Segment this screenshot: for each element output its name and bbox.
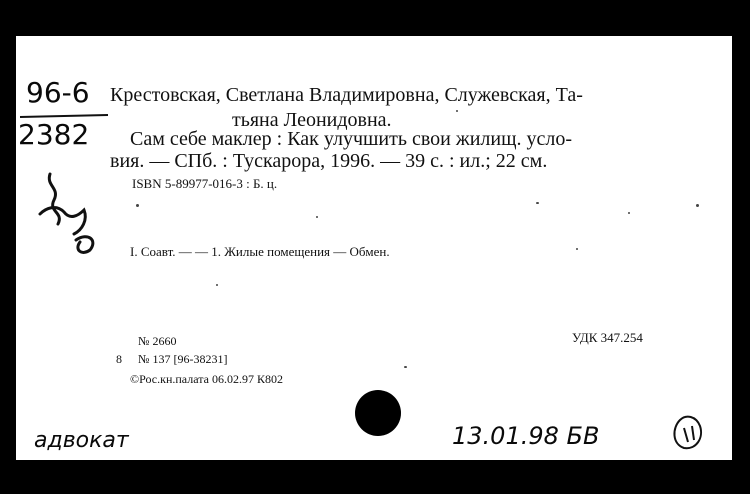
handwritten-note-left: адвокат	[34, 428, 129, 453]
subjects-line: I. Соавт. — — 1. Жилые помещения — Обмен.	[130, 244, 390, 259]
imprint-line: вия. — СПб. : Тускарора, 1996. — 39 с. : ил.; 22 см.	[110, 150, 548, 172]
card-number: № 2660	[138, 334, 177, 348]
handwritten-date: 13.01.98 БВ	[452, 422, 600, 450]
udk-code: УДК 347.254	[572, 330, 643, 345]
author-line-continued: тьяна Леонидовна.	[232, 109, 392, 131]
registration-number: № 137 [96-38231]	[138, 352, 228, 366]
scan-speck	[216, 284, 218, 286]
number-prefix: 8	[116, 352, 122, 366]
author-line: Крестовская, Светлана Владимировна, Служевская, Та-	[110, 84, 583, 106]
scan-speck	[136, 204, 139, 207]
scan-speck	[404, 366, 407, 368]
scan-speck	[628, 212, 630, 214]
isbn-line: ISBN 5-89977-016-3 : Б. ц.	[132, 176, 278, 191]
copyright-line: ©Рос.кн.палата 06.02.97 К802	[130, 372, 283, 386]
scan-speck	[536, 202, 539, 204]
scan-speck	[316, 216, 318, 218]
catalog-card	[16, 36, 732, 460]
title-line: Сам себе маклер : Как улучшить свои жилищ. усло-	[130, 128, 572, 150]
scan-speck	[576, 248, 578, 250]
punch-hole	[355, 390, 401, 436]
shelfmark-top: 96-6	[26, 76, 90, 109]
scan-speck	[456, 110, 458, 112]
scan-speck	[696, 204, 699, 207]
shelfmark-bottom: 2382	[18, 118, 90, 151]
